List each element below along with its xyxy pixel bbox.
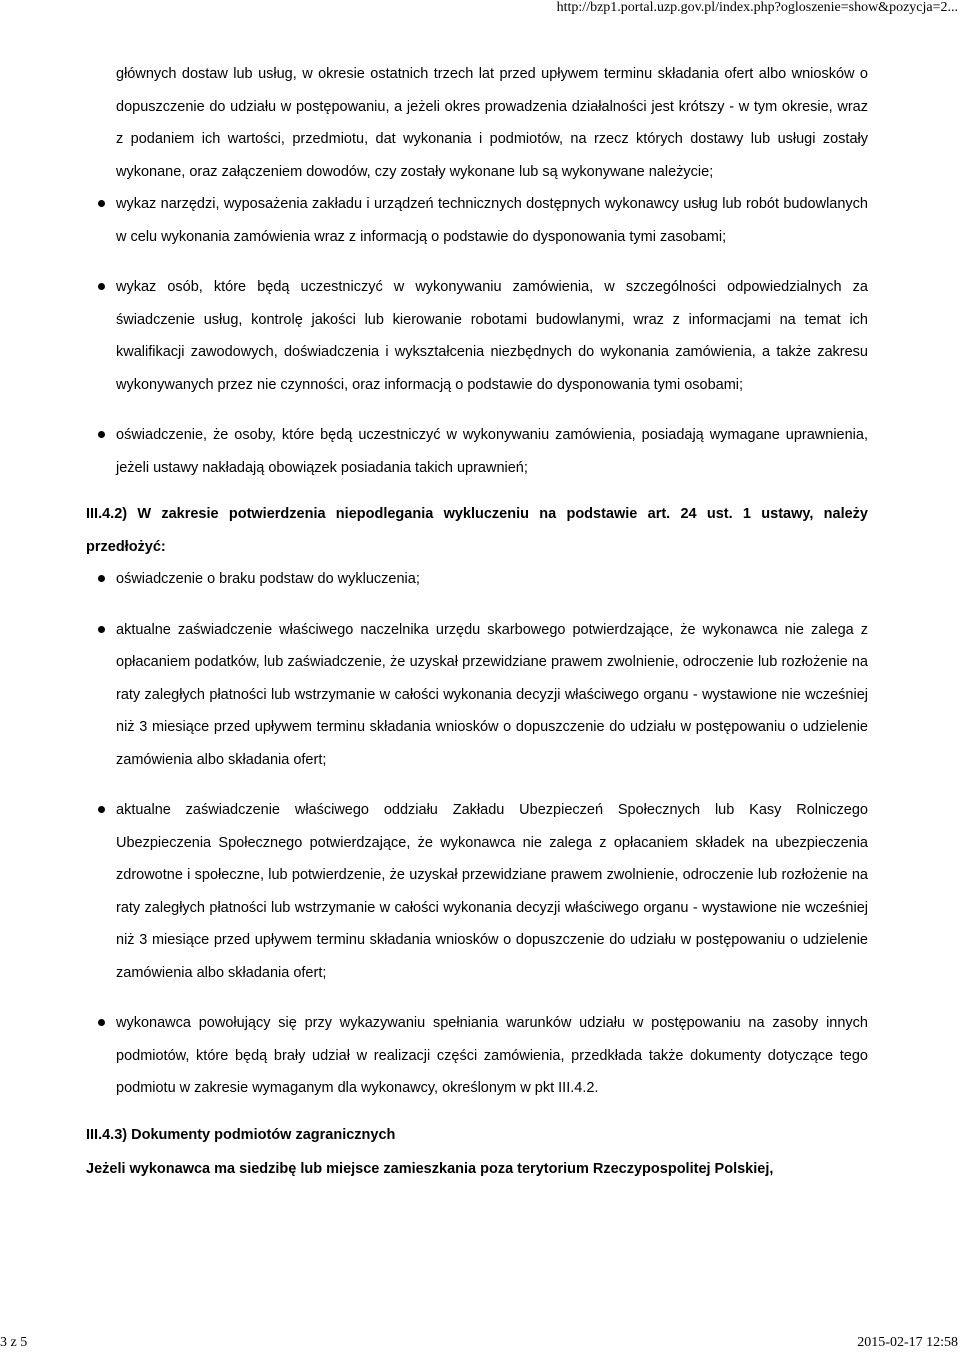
bullet-icon [98,575,105,582]
bullet-icon [98,626,105,633]
intro-paragraph: głównych dostaw lub usług, w okresie ostatnich trzech lat przed upływem terminu składania ofert albo wniosków o dopuszczenie do udziału w postępowaniu, a jeżeli okres prowadzenia działalności jest krótszy - w tym okresie, wraz z podaniem ich wartości, przedmiotu, dat wykonania i podmiotów, na rzecz których dostawy lub usługi zostały wykonane, oraz załączeniem dowodów, czy zostały wykonane lub są wykonywane należycie; [116,66,868,180]
list-item: oświadczenie o braku podstaw do wykluczenia; [116,563,868,596]
section-heading-iii-4-3: III.4.3) Dokumenty podmiotów zagranicznych [86,1126,396,1143]
page-number: 3 z 5 [0,1335,28,1350]
list-item: wykaz narzędzi, wyposażenia zakładu i urządzeń technicznych dostępnych wykonawcy usług lub robót budowlanych w celu wykonania zamówienia wraz z informacją o podstawie do dysponowania tymi zasobami; [116,188,868,253]
bullet-icon [98,431,105,438]
bullet-icon [98,283,105,290]
print-datetime: 2015-02-17 12:58 [857,1335,958,1350]
list-item: wykonawca powołujący się przy wykazywaniu spełniania warunków udziału w postępowaniu na zasoby innych podmiotów, które będą brały udział w realizacji części zamówienia, przedkłada także dokumenty dotyczące tego podmiotu w zakresie wymaganym dla wykonawcy, określonym w pkt III.4.2. [116,1007,868,1105]
list-documents [116,188,868,484]
document-body [86,58,868,1186]
list-item: oświadczenie, że osoby, które będą uczestniczyć w wykonywaniu zamówienia, posiadają wymagane uprawnienia, jeżeli ustawy nakładają obowiązek posiadania takich uprawnień; [116,419,868,484]
bullet-icon [98,200,105,207]
section-subheading: Jeżeli wykonawca ma siedzibę lub miejsce zamieszkania poza terytorium Rzeczypospolitej Polskiej, [86,1161,774,1177]
list-item: wykaz osób, które będą uczestniczyć w wykonywaniu zamówienia, w szczególności odpowiedzialnych za świadczenie usług, kontrolę jakości lub kierowanie robotami budowlanymi, wraz z informacjami na temat ich kwalifikacji zawodowych, doświadczenia i wykształcenia niezbędnych do wykonania zamówienia, a także zakresu wykonywanych przez nie czynności, oraz informacją o podstawie do dysponowania tymi osobami; [116,271,868,401]
list-item: aktualne zaświadczenie właściwego oddziału Zakładu Ubezpieczeń Społecznych lub Kasy Rolniczego Ubezpieczenia Społecznego potwierdzające, że wykonawca nie zalega z opłacaniem składek na ubezpieczenia zdrowotne i społeczne, lub potwierdzenie, że uzyskał przewidziane prawem zwolnienie, odroczenie lub rozłożenie na raty zaległych płatności lub wstrzymanie w całości wykonania decyzji właściwego organu - wystawione nie wcześniej niż 3 miesiące przed upływem terminu składania wniosków o dopuszczenie do udziału w postępowaniu o udzielenie zamówienia albo składania ofert; [116,794,868,989]
section-heading-iii-4-2: III.4.2) W zakresie potwierdzenia niepodlegania wykluczeniu na podstawie art. 24 ust. 1 ustawy, należy przedłożyć: [86,506,868,555]
page-url: http://bzp1.portal.uzp.gov.pl/index.php?ogloszenie=show&pozycja=2... [556,0,958,15]
list-item: aktualne zaświadczenie właściwego naczelnika urzędu skarbowego potwierdzające, że wykonawca nie zalega z opłacaniem podatków, lub zaświadczenie, że uzyskał przewidziane prawem zwolnienie, odroczenie lub rozłożenie na raty zaległych płatności lub wstrzymanie w całości wykonania decyzji właściwego organu - wystawione nie wcześniej niż 3 miesiące przed upływem terminu składania wniosków o dopuszczenie do udziału w postępowaniu o udzielenie zamówienia albo składania ofert; [116,614,868,777]
bullet-icon [98,1019,105,1026]
list-exclusion-documents [116,563,868,1105]
bullet-icon [98,806,105,813]
